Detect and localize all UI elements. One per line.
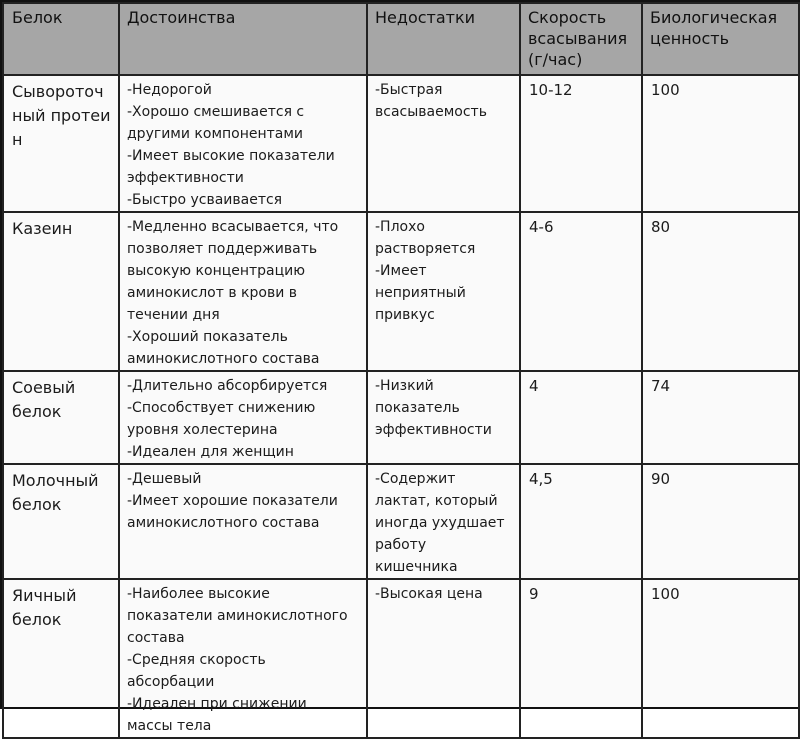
cell-speed: 4,5: [520, 464, 642, 579]
header-cons: Недостатки: [367, 3, 520, 75]
pros-line: -Хорошо смешивается с: [127, 104, 305, 120]
pros-line: -Имеет высокие показатели: [127, 148, 335, 164]
pros-line: другими компонентами: [127, 126, 304, 142]
cell-cons: [367, 212, 520, 371]
cons-line: -Плохо: [375, 219, 425, 235]
cell-cons: [367, 579, 520, 738]
cons-line: -Содержит: [375, 471, 456, 487]
cell-protein-name: Сывороточный протеин: [3, 75, 119, 212]
table-row: [3, 371, 799, 464]
cons-line: эффективности: [375, 422, 492, 438]
pros-line: аминокислотного состава: [127, 515, 320, 531]
cons-line: -Быстрая: [375, 82, 443, 98]
cell-pros: [119, 464, 367, 579]
pros-line: течении дня: [127, 307, 220, 323]
cell-bio-value: 80: [642, 212, 799, 371]
cell-protein-name: Яичный белок: [3, 579, 119, 738]
pros-line: эффективности: [127, 170, 244, 186]
cons-line: показатель: [375, 400, 460, 416]
cell-bio-value: 74: [642, 371, 799, 464]
header-bio-value: Биологическая ценность: [642, 3, 799, 75]
cons-line: всасываемость: [375, 104, 487, 120]
pros-line: уровня холестерина: [127, 422, 278, 438]
pros-line: состава: [127, 630, 185, 646]
pros-line: -Длительно абсорбируется: [127, 378, 328, 394]
table-header: [3, 3, 799, 75]
pros-line: показатели аминокислотного: [127, 608, 348, 624]
header-row: [3, 3, 799, 75]
pros-line: -Хороший показатель: [127, 329, 288, 345]
cell-pros: [119, 75, 367, 212]
pros-line: аминокислотного состава: [127, 351, 320, 367]
pros-line: -Идеален при снижении: [127, 696, 307, 712]
cell-protein-name: Казеин: [3, 212, 119, 371]
cell-pros: [119, 212, 367, 371]
cons-line: работу: [375, 537, 427, 553]
cell-pros: [119, 579, 367, 738]
cons-line: привкус: [375, 307, 435, 323]
pros-line: высокую концентрацию: [127, 263, 306, 279]
header-pros: Достоинства: [119, 3, 367, 75]
cell-bio-value: 90: [642, 464, 799, 579]
table-row: [3, 75, 799, 212]
pros-line: -Недорогой: [127, 82, 212, 98]
cell-pros: [119, 371, 367, 464]
cons-line: растворяется: [375, 241, 476, 257]
cell-bio-value: 100: [642, 75, 799, 212]
header-speed: Скорость всасывания (г/час): [520, 3, 642, 75]
cell-speed: 4-6: [520, 212, 642, 371]
cell-speed: 10-12: [520, 75, 642, 212]
pros-line: -Дешевый: [127, 471, 202, 487]
table-row: [3, 579, 799, 738]
cell-bio-value: 100: [642, 579, 799, 738]
table-row: [3, 464, 799, 579]
cell-protein-name: Молочный белок: [3, 464, 119, 579]
pros-line: аминокислот в крови в: [127, 285, 297, 301]
cons-line: лактат, который: [375, 493, 498, 509]
pros-line: -Имеет хорошие показатели: [127, 493, 338, 509]
pros-line: -Быстро усваивается: [127, 192, 283, 208]
pros-line: -Способствует снижению: [127, 400, 316, 416]
pros-line: массы тела: [127, 718, 212, 734]
cons-line: -Низкий: [375, 378, 434, 394]
cons-line: иногда ухудшает: [375, 515, 505, 531]
pros-line: -Идеален для женщин: [127, 444, 294, 460]
pros-line: абсорбации: [127, 674, 215, 690]
header-protein: Белок: [3, 3, 119, 75]
cell-speed: 9: [520, 579, 642, 738]
pros-line: -Медленно всасывается, что: [127, 219, 339, 235]
cons-line: -Высокая цена: [375, 586, 483, 602]
cons-line: -Имеет: [375, 263, 427, 279]
table-row: [3, 212, 799, 371]
cell-speed: 4: [520, 371, 642, 464]
cell-protein-name: Соевый белок: [3, 371, 119, 464]
pros-line: -Наиболее высокие: [127, 586, 270, 602]
protein-comparison-table: [2, 2, 800, 739]
cell-cons: [367, 464, 520, 579]
cell-cons: [367, 371, 520, 464]
pros-line: позволяет поддерживать: [127, 241, 318, 257]
cons-line: кишечника: [375, 559, 458, 575]
cons-line: неприятный: [375, 285, 466, 301]
cell-cons: [367, 75, 520, 212]
pros-line: -Средняя скорость: [127, 652, 266, 668]
table-body: [3, 75, 799, 738]
